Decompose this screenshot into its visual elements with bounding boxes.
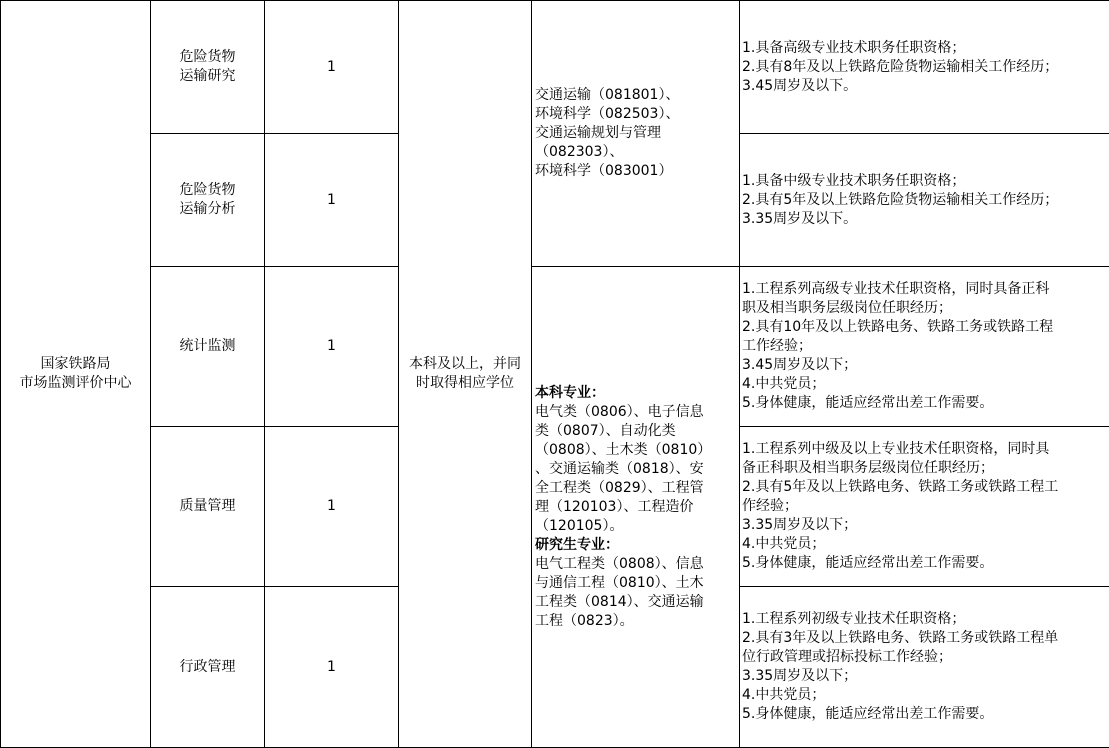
requirement-line: 5.身体健康，能适应经常出差工作需要。 [742,395,994,411]
education-line2: 时取得相应学位 [416,375,514,391]
position-name-line: 行政管理 [179,658,236,675]
major-line: 全工程类（0829）、工程管 [535,479,704,496]
major-line: 与通信工程（0810）、土木 [535,574,704,591]
requirement-line: 1.具备中级专业技术职务任职资格； [742,172,966,189]
org-cell [1,1,151,748]
requirement-line: 1.工程系列初级专业技术任职资格； [742,611,966,627]
major-line: （082303）、 [535,144,624,160]
requirement-line: 2.具有5年及以上铁路电务、铁路工务或铁路工程工 [742,479,1059,495]
requirements-cell [740,427,1109,587]
requirement-line: 2.具有5年及以上铁路危险货物运输相关工作经历； [742,191,1059,208]
major-line: 环境科学（082503）、 [535,106,680,122]
education-line1: 本科及以上，并同 [409,356,521,372]
org-name-line2: 市场监测评价中心 [19,375,132,391]
position-name-cell [151,267,265,427]
position-count: 1 [265,587,399,748]
position-name-line: 质量管理 [179,498,236,514]
major-line: 交通运输（081801）、 [535,87,680,103]
position-count: 1 [265,427,399,587]
requirement-line: 4.中共党员； [742,687,826,703]
position-name-cell [151,1,265,134]
requirement-line: 位行政管理或招标投标工作经验； [742,649,952,665]
position-name-line: 运输研究 [179,68,236,84]
major-line: （120105）。 [535,517,624,534]
education-cell [399,1,532,748]
requirement-line: 工作经验； [742,338,812,354]
requirements-cell [740,267,1109,427]
major-line: 环境科学（083001） [535,163,673,179]
requirement-line: 作经验； [742,498,798,514]
position-name-cell [151,587,265,748]
majors-cell-group1 [532,1,740,267]
requirement-line: 4.中共党员； [742,376,826,392]
org-name-line1: 国家铁路局 [40,356,111,372]
major-line: 、交通运输类（0818）、安 [535,460,704,477]
requirement-line: 3.35周岁及以下。 [742,210,858,227]
requirements-cell [740,587,1109,748]
major-line: 理（120103）、工程造价 [535,498,694,515]
requirements-cell [740,134,1109,267]
requirement-line: 1.工程系列中级及以上专业技术任职资格，同时具 [742,441,1050,457]
requirement-line: 1.工程系列高级专业技术任职资格，同时具备正科 [742,281,1050,297]
position-name-line: 危险货物 [179,49,236,65]
requirements-cell [740,1,1109,134]
major-line: 电气类（0806）、电子信息 [535,403,704,420]
position-name-line: 统计监测 [179,338,236,354]
requirement-line: 3.45周岁及以下。 [742,77,858,94]
major-line: 工程（0823）。 [535,612,634,629]
position-name-line: 运输分析 [179,201,236,217]
requirement-line: 2.具有10年及以上铁路电务、铁路工务或铁路工程 [742,319,1054,335]
major-line: 类（0807）、自动化类 [535,422,676,439]
requirement-line: 2.具有3年及以上铁路电务、铁路工务或铁路工程单 [742,630,1059,646]
majors-cell-group2 [532,267,740,748]
requirement-line: 3.35周岁及以下； [742,668,858,684]
requirement-line: 3.35周岁及以下； [742,517,858,533]
position-name-line: 危险货物 [179,182,236,198]
requirement-line: 备正科职及相当职务层级岗位任职经历； [742,460,994,476]
requirement-line: 5.身体健康，能适应经常出差工作需要。 [742,555,994,571]
major-line: （0808）、土木类（0810） [535,441,712,458]
requirement-line: 职及相当职务层级岗位任职经历； [742,300,952,316]
requirement-line: 3.45周岁及以下； [742,357,858,373]
major-line: 工程类（0814）、交通运输 [535,593,704,610]
requirement-line: 1.具备高级专业技术职务任职资格； [742,39,966,56]
position-name-cell [151,134,265,267]
position-count: 1 [265,1,399,134]
major-line: 电气工程类（0808）、信息 [535,555,704,572]
requirement-line: 5.身体健康，能适应经常出差工作需要。 [742,706,994,722]
requirement-line: 4.中共党员； [742,536,826,552]
requirement-line: 2.具有8年及以上铁路危险货物运输相关工作经历； [742,58,1059,75]
major-line: 交通运输规划与管理 [535,125,661,141]
position-count: 1 [265,134,399,267]
position-count: 1 [265,267,399,427]
position-name-cell [151,427,265,587]
grad-major-label: 研究生专业： [535,536,619,553]
undergrad-major-label: 本科专业： [535,384,605,401]
